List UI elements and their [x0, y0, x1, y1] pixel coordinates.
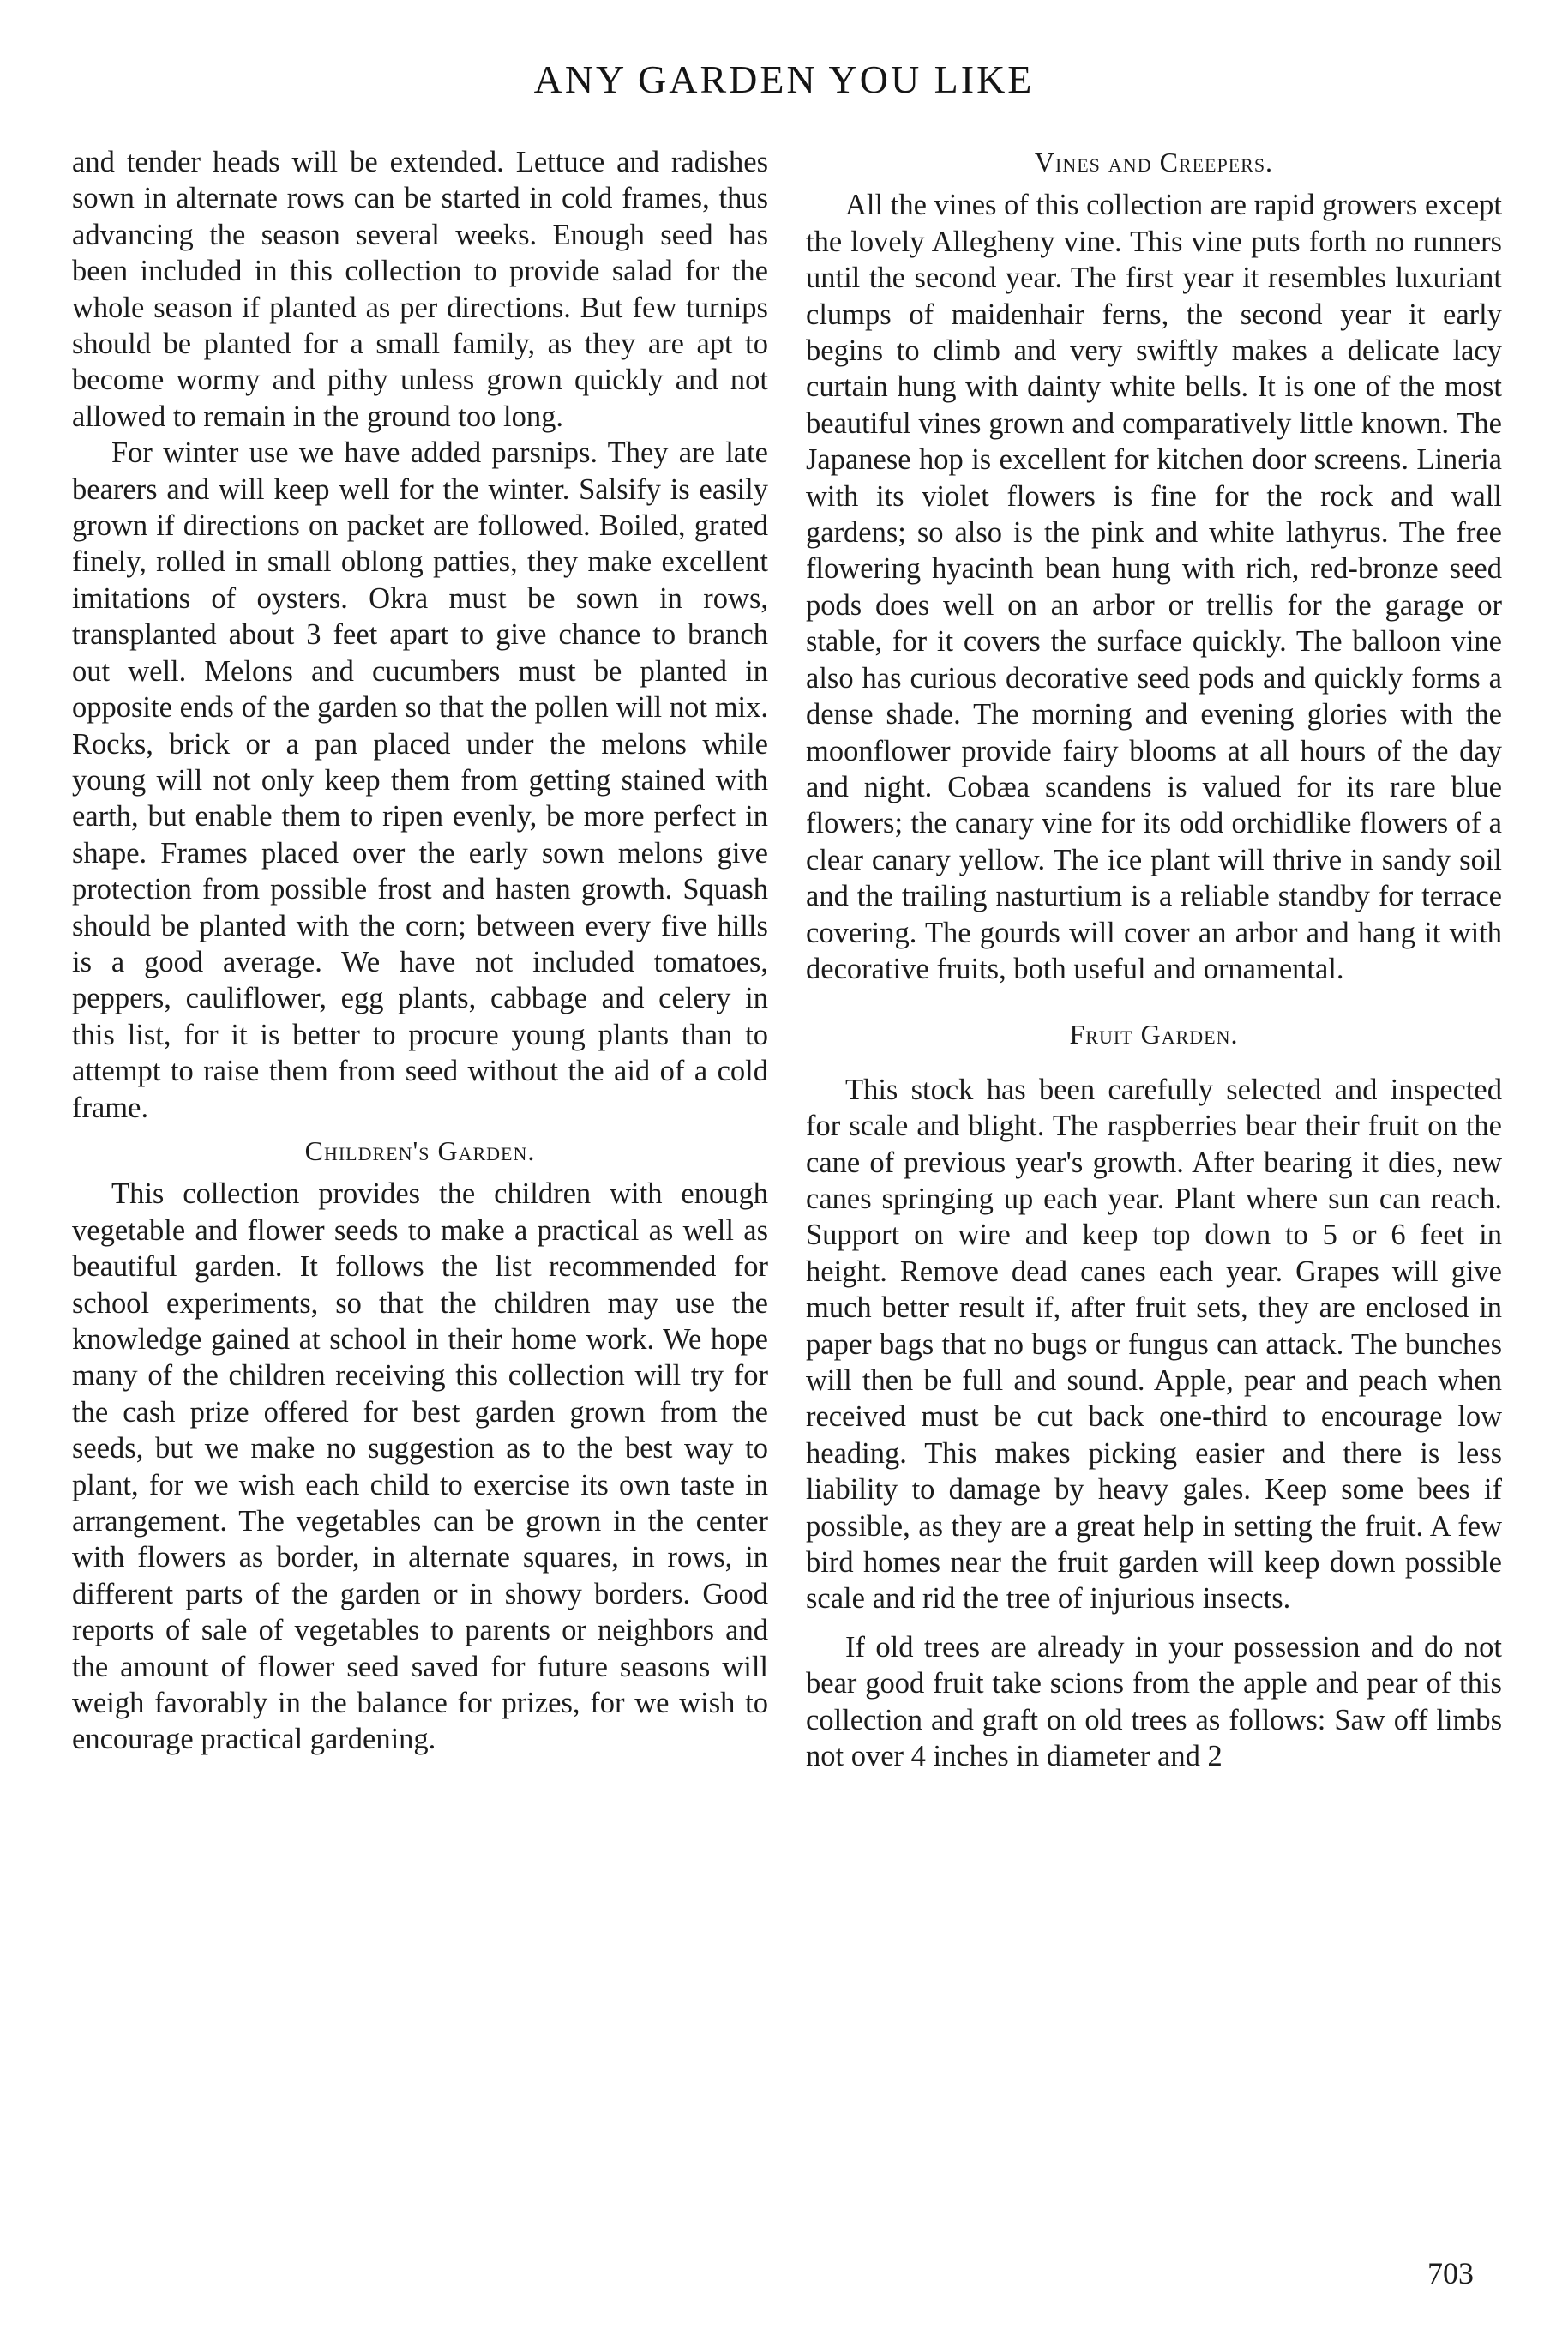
- paragraph-lettuce-radishes: and tender heads will be extended. Lettuce and radishes sown in alternate rows can be started in cold frames, thus advancing the season several weeks. Enough seed has been included in this collection to provide salad for the whole season if planted as per directions. But few turnips should be planted for a small family, as they are apt to become wormy and pithy unless grown quickly and not allowed to remain in the ground too long.: [72, 146, 768, 433]
- page-number: 703: [1427, 2256, 1474, 2290]
- paragraph-vines-creepers: All the vines of this collection are rapid growers except the lovely Allegheny vine. This vine puts forth no runners until the second year. The first year it resembles luxuriant clumps of maidenhair ferns, the second year it early begins to climb and very swiftly makes a delicate lacy curtain hung with dainty white bells. It is one of the most beautiful vines grown and comparatively little known. The Japanese hop is excellent for kitchen door screens. Lineria with its violet flowers is fine for the rock and wall gardens; so also is the pink and white lathyrus. The free flowering hyacinth bean hung with rich, red-bronze seed pods does well on an arbor or trellis for the garage or stable, for it covers the surface quickly. The balloon vine also has curious decorative seed pods and quickly forms a dense shade. The morning and evening glories with the moonflower provide fairy blooms at all hours of the day and night. Cobæa scandens is valued for its rare blue flowers; the canary vine for its odd orchidlike flowers of a clear canary yellow. The ice plant will thrive in sandy soil and the trailing nasturtium is a reliable standby for terrace covering. The gourds will cover an arbor and hang it with decorative fruits, both useful and ornamental.: [806, 189, 1502, 985]
- section-heading-fruit-garden: Fruit Garden.: [1069, 1019, 1239, 1050]
- paragraph-winter-use: For winter use we have added parsnips. They are late bearers and will keep well for the winter. Salsify is easily grown if directions on packet are followed. Boiled, grated finely, rolled in small oblong patties, they make excellent imitations of oysters. Okra must be sown in rows, transplanted about 3 feet apart to give chance to branch out well. Melons and cucumbers must be planted in opposite ends of the garden so that the pollen will not mix. Rocks, brick or a pan placed under the melons while young will not only keep them from getting stained with earth, but enable them to ripen evenly, be more perfect in shape. Frames placed over the early sown melons give protection from possible frost and hasten growth. Squash should be planted with the corn; between every five hills is a good average. We have not included tomatoes, peppers, cauliflower, egg plants, cabbage and celery in this list, for it is better to procure young plants than to attempt to raise them from seed without the aid of a cold frame.: [72, 436, 768, 1124]
- page-header: ANY GARDEN YOU LIKE: [533, 57, 1035, 101]
- section-heading-childrens-garden: Children's Garden.: [304, 1134, 536, 1166]
- paragraph-childrens-garden: This collection provides the children with enough vegetable and flower seeds to make a practical as well as beautiful garden. It follows the list recommended for school experiments, so that the children may use the knowledge gained at school in their home work. We hope many of the children receiving this collection will try for the cash prize offered for best garden grown from the seeds, but we make no suggestion as to the best way to plant, for we wish each child to exercise its own taste in arrangement. The vegetables can be grown in the center with flowers as border, in alternate squares, in rows, in different parts of the garden or in showy borders. Good reports of sale of vegetables to parents or neighbors and the amount of flower seed saved for future seasons will weigh favorably in the balance for prizes, for we wish to encourage practical gardening.: [72, 1177, 768, 1756]
- right-column: [806, 144, 1502, 1774]
- paragraph-fruit-garden: This stock has been carefully selected and inspected for scale and blight. The raspberries bear their fruit on the cane of previous year's growth. After bearing it dies, new canes springing up each year. Plant where sun can reach. Support on wire and keep top down to 5 or 6 feet in height. Remove dead canes each year. Grapes will give much better result if, after fruit sets, they are enclosed in paper bags that no bugs or fungus can attack. The bunches will then be full and sound. Apple, pear and peach when received must be cut back one-third to encourage low heading. This makes picking easier and there is less liability to damage by heavy gales. Keep some bees if possible, as they are a great help in setting the fruit. A few bird homes near the fruit garden will keep down possible scale and rid the tree of injurious insects.: [806, 1073, 1502, 1616]
- section-heading-vines-creepers: Vines and Creepers.: [1034, 147, 1274, 178]
- paragraph-grafting-scions: If old trees are already in your possession and do not bear good fruit take scions from the apple and pear of this collection and graft on old trees as follows: Saw off limbs not over 4 inches in diameter and 2: [806, 1630, 1502, 1773]
- left-column: [72, 144, 768, 1758]
